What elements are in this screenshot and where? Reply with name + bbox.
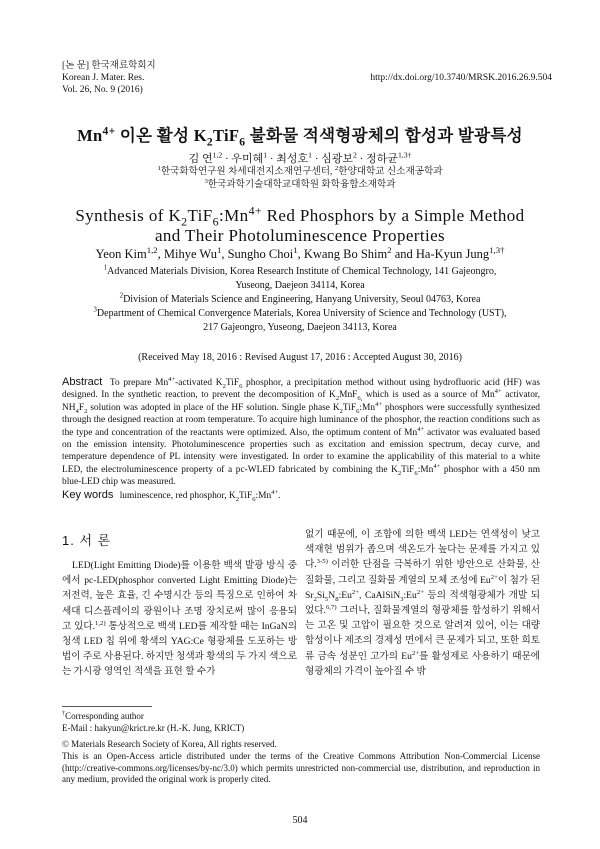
title-korean: $Mn^{4+}$ 이온 활성 $K_2TiF_6$ 불화물 적색형광체의 합성과 발광특성 (77, 125, 523, 149)
body-left-column (62, 558, 297, 680)
journal-name-ko: [논 문] 한국재료학회지 (62, 61, 156, 71)
journal-name-en: Korean J. Mater. Res. (62, 73, 145, 83)
authors-korean: 김 연$^{1,2}$ · 우미혜$^1$ · 최성호$^1$ · 심광보$^2$ · 정하균$^{1,3\dagger}$ (188, 150, 412, 165)
doi-link[interactable]: http://dx.doi.org/10.3740/MRSK.2016.26.9.504 (370, 73, 552, 83)
copyright-line: © Materials Research Society of Korea, All rights reserved. (62, 739, 277, 749)
license-text: This is an Open-Access article distributed under the terms of the Creative Commons Attribution Non-Commercial License (http://creative-commons.org/licenses/by-nc/3.0) which permits unrestricted non-commercial use, distribution, and reproduction in any medium, provided the original work is properly cited. (62, 750, 540, 785)
affiliations-korean: $^1$한국화학연구원 차세대전지소재연구센터, $^2$한양대학교 신소재공학과 $^3$한국과학기술대학교대학원 화학융합소재학과 (157, 164, 443, 190)
keywords-label: Key words (62, 489, 114, 501)
footnote-license (62, 739, 540, 786)
authors-english: Yeon Kim$^{1,2}$, Mihye Wu$^1$, Sungho Choi$^1$, Kwang Bo Shim$^2$ and Ha-Kyun Jung$^{1,3\dagger}$ (95, 244, 505, 261)
footnote-email: E-Mail : hakyun@krict.re.kr (H.-K. Jung, KRICT) (62, 722, 245, 733)
title-english: Synthesis of $K_2TiF_6:Mn^{4+}$ Red Phosphors by a Simple Method and Their Photoluminescence Properties (75, 203, 525, 245)
body-right-column (305, 527, 540, 679)
abstract: Abstract To prepare $Mn^{4+}$-activated $K_2TiF_6$ phosphor, a precipitation method without using hydrofluoric acid (HF) was designed. In the synthetic reaction, to prevent the decomposition of $K_2MnF_{6,}$ which is used as a source of $Mn^{4+}$ activator, $NH_4F_2$ solution was adopted in place of the HF solution. Single phase $K_2TiF_6:Mn^{4+}$ phosphors were successfully synthesized through the designed reaction at room temperature. To acquire high luminance of the phosphor, the reaction conditions such as the type and concentration of the reactants were optimized. Also, the optimum content of $Mn^{4+}$ activator was evaluated based on the emission intensity. Photoluminescence properties such as excitation and emission spectrum, decay curve, and temperature dependence of PL intensity were investigated. In order to examine the applicability of this material to a white LED, the electroluminescence property of a pc-WLED fabricated by combining the $K_2TiF_6:Mn^{4+}$ phosphor with a 450 nm blue-LED chip was measured. (62, 375, 541, 488)
section-title-introduction: 1. 서 론 (62, 533, 112, 548)
footnote-divider (62, 706, 152, 707)
paragraph: LED(Light Emitting Diode)를 이용한 백색 발광 방식 중에서 pc-LED(phosphor converted Light Emitting Diode)는 저전력, 높은 효율, 긴 수명시간 등의 특징으로 인하여 차세대 디스플레이의 광원이나 조명 장치로써 많이 응용되고 있다.$^{1,2)}$ 통상적으로 백색 LED를 제작할 때는 InGaN의 청색 LED 칩 위에 황색의 YAG:Ce 형광체를 도포하는 방법이 주로 사용된다. 하지만 청색과 황색의 두 가지 색으로는 가시광 영역인 적색을 표현 할 수가 (62, 560, 297, 678)
journal-header (62, 60, 156, 96)
abstract-label: Abstract (62, 376, 103, 388)
page-number: 504 (292, 815, 308, 826)
paragraph: 없기 때문에, 이 조합에 의한 백색 LED는 연색성이 낮고 색재현 범위가 좁으며 색온도가 높다는 문제를 가지고 있다.$^{3-5)}$ 이러한 단점을 극복하기 위한 방안으로 산화물, 산질화물, 그리고 질화물 계열의 모체 조성에 $Eu^{2+}$이 첨가 된 $Sr_2Si_5N_8:Eu^{2+}$, $CaAlSiN_3:Eu^{2+}$ 등의 적색형광체가 개발 되었다.$^{6,7)}$ 그러나, 질화물계열의 형광체를 합성하기 위해서는 고온 및 고압이 필요한 것으로 알려져 있어, 이는 대량합성이나 제조의 경제성 면에서 큰 문제가 되고, 또한 희토류 금속 성분인 고가의 $Eu^{2+}$를 활성제로 사용하기 때문에 형광체의 가격이 높아질 수 밖 (305, 529, 541, 677)
affiliations-english: $^1$Advanced Materials Division, Korea Research Institute of Chemical Technology, 141 Gajeongro, Yuseong, Daejeon 34114, Korea $^2$Division of Materials Science and Engineering, Hanyang University, Seoul 04763, Korea $^3$Department of Chemical Convergence Materials, Korea University of Science and Technology (UST), 217 Gajeongro, Yuseong, Daejeon 34113, Korea (93, 263, 507, 333)
footnote-corresponding: †Corresponding author E-Mail : hakyun@krict.re.kr (H.-K. Jung, KRICT) (62, 711, 540, 735)
received-dates: (Received May 18, 2016 : Revised August 17, 2016 : Accepted August 30, 2016) (138, 352, 462, 363)
keywords: Key words luminescence, red phosphor, $K_2TiF_6:Mn^{4+}$. (62, 488, 281, 503)
journal-volume: Vol. 26, No. 9 (2016) (62, 85, 143, 95)
